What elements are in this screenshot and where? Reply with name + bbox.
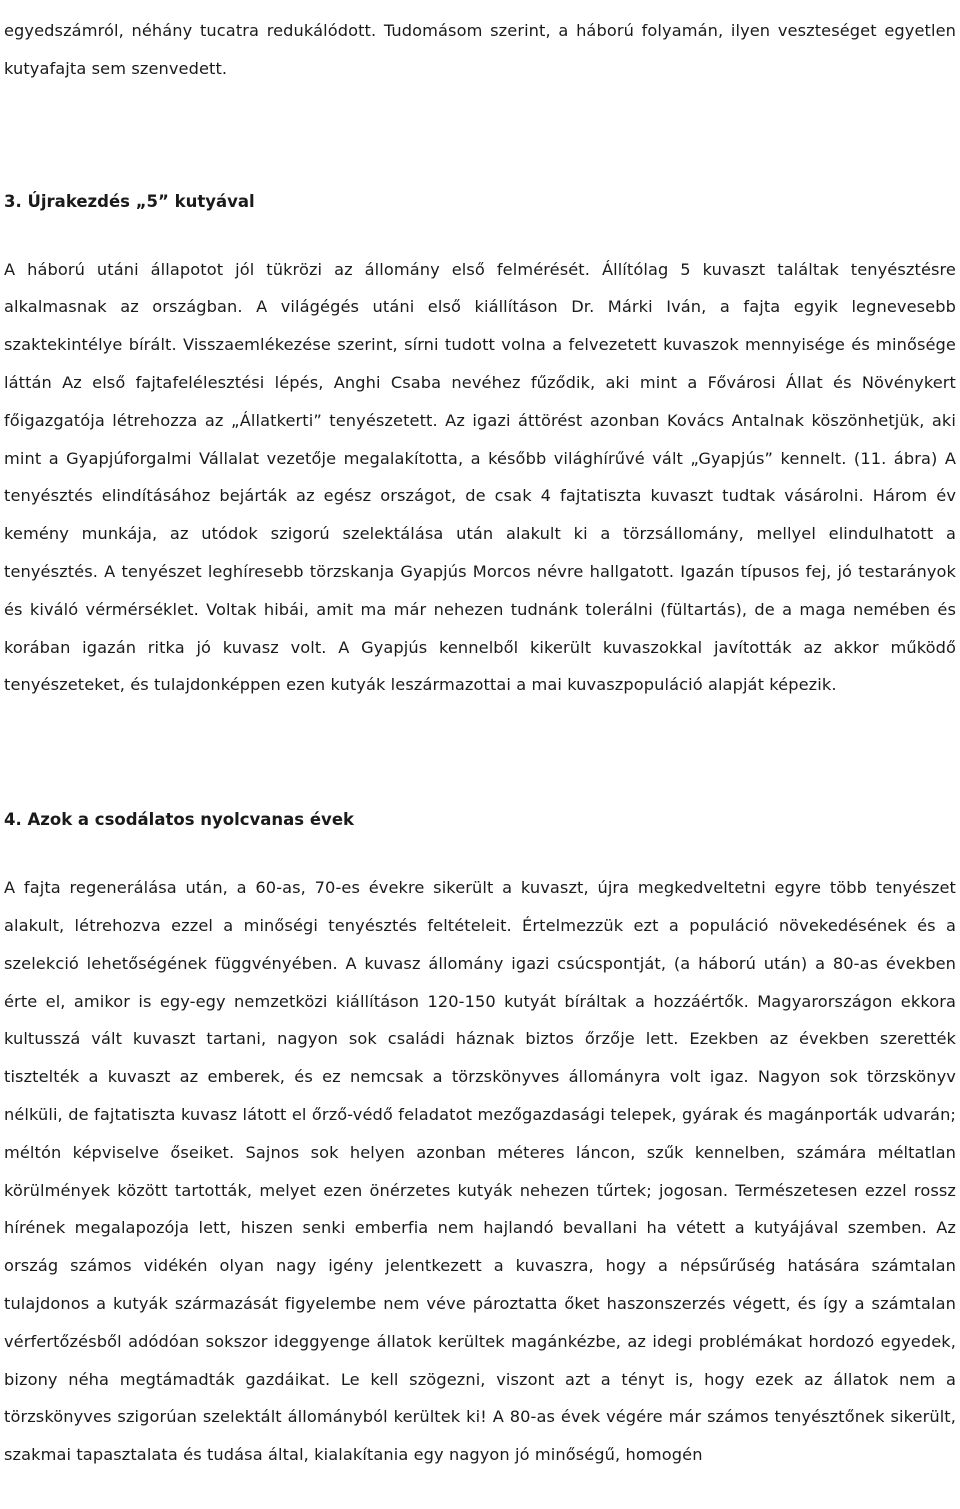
section-spacer xyxy=(4,88,956,189)
section-spacer xyxy=(4,704,956,807)
intro-paragraph: egyedszámról, néhány tucatra redukálódott. Tudomásom szerint, a háború folyamán, ilyen veszteséget egyetlen kutyafajta sem szenvedett. xyxy=(4,21,956,78)
section-3-heading: 3. Újrakezdés „5” kutyával xyxy=(4,191,255,211)
heading-spacer xyxy=(4,215,956,251)
document-page xyxy=(4,12,956,1474)
section-4-paragraph: A fajta regenerálása után, a 60-as, 70-es évekre sikerült a kuvaszt, újra megkedveltetni egyre több tenyészet alakult, létrehozva ezzel a minőségi tenyésztés feltételeit. Értelmezzük ezt a populáció növekedésének és a szelekció lehetőségének függvényében. A kuvasz állomány igazi csúcspontját, (a háború után) a 80-as években érte el, amikor is egy-egy nemzetközi kiállításon 120-150 kutyát bíráltak a hozzáértők. Magyarországon ekkora kultusszá vált kuvaszt tartani, nagyon sok családi háznak biztos őrzője lett. Ezekben az években szerették tisztelték a kuvaszt az emberek, és ez nemcsak a törzskönyves állományra volt igaz. Nagyon sok törzskönyv nélküli, de fajtatiszta kuvasz látott el őrző-védő feladatot mezőgazdasági telepek, gyárak és magánporták udvarán; méltón képviselve őseiket. Sajnos sok helyen azonban méteres láncon, szűk kennelben, számára méltatlan körülmények között tartották, melyet ezen önérzetes kutyák nehezen tűrtek; jogosan. Természetesen ezzel rossz hírének megalapozója lett, hiszen senki emberfia nem hajlandó bevallani ha vétett a kutyájával szemben. Az ország számos vidékén olyan nagy igény jelentkezett a kuvaszra, hogy a népsűrűség hatására számtalan tulajdonos a kutyák származását figyelembe nem véve pároztatta őket haszonszerzés végett, és így a számtalan vérfertőzésből adódóan sokszor ideggyenge állatok kerültek magánkézbe, az idegi problémákat hordozó egyedek, bizony néha megtámadták gazdáikat. Le kell szögezni, viszont azt a tényt is, hogy ezek az állatok nem a törzskönyves szigorúan szelektált állományból kerültek ki! A 80-as évek végére már számos tenyésztőnek sikerült, szakmai tapasztalata és tudása által, kialakítania egy nagyon jó minőségű, homogén xyxy=(4,878,956,1465)
section-4-heading: 4. Azok a csodálatos nyolcvanas évek xyxy=(4,810,354,830)
heading-spacer xyxy=(4,833,956,869)
section-3-paragraph: A háború utáni állapotot jól tükrözi az állomány első felmérését. Állítólag 5 kuvaszt találtak tenyésztésre alkalmasnak az országban. A világégés utáni első kiállításon Dr. Márki Iván, a fajta egyik legnevesebb szaktekintélye bírált. Visszaemlékezése szerint, sírni tudott volna a felvezetett kuvaszok mennyisége és minősége láttán Az első fajtafelélesztési lépés, Anghi Csaba nevéhez fűződik, aki mint a Fővárosi Állat és Növénykert főigazgatója létrehozza az „Állatkerti” tenyészetett. Az igazi áttörést azonban Kovács Antalnak köszönhetjük, aki mint a Gyapjúforgalmi Vállalat vezetője megalakította, a később világhírűvé vált „Gyapjús” kennelt. (11. ábra) A tenyésztés elindításához bejárták az egész országot, de csak 4 fajtatiszta kuvaszt tudtak vásárolni. Három év kemény munkája, az utódok szigorú szelektálása után alakult ki a törzsállomány, mellyel elindulhatott a tenyésztés. A tenyészet leghíresebb törzskanja Gyapjús Morcos névre hallgatott. Igazán típusos fej, jó testarányok és kiváló vérmérséklet. Voltak hibái, amit ma már nehezen tudnánk tolerálni (fültartás), de a maga nemében és korában igazán ritka jó kuvasz volt. A Gyapjús kennelből kikerült kuvaszokkal javították az akkor működő tenyészeteket, és tulajdonképpen ezen kutyák leszármazottai a mai kuvaszpopuláció alapját képezik. xyxy=(4,259,956,695)
